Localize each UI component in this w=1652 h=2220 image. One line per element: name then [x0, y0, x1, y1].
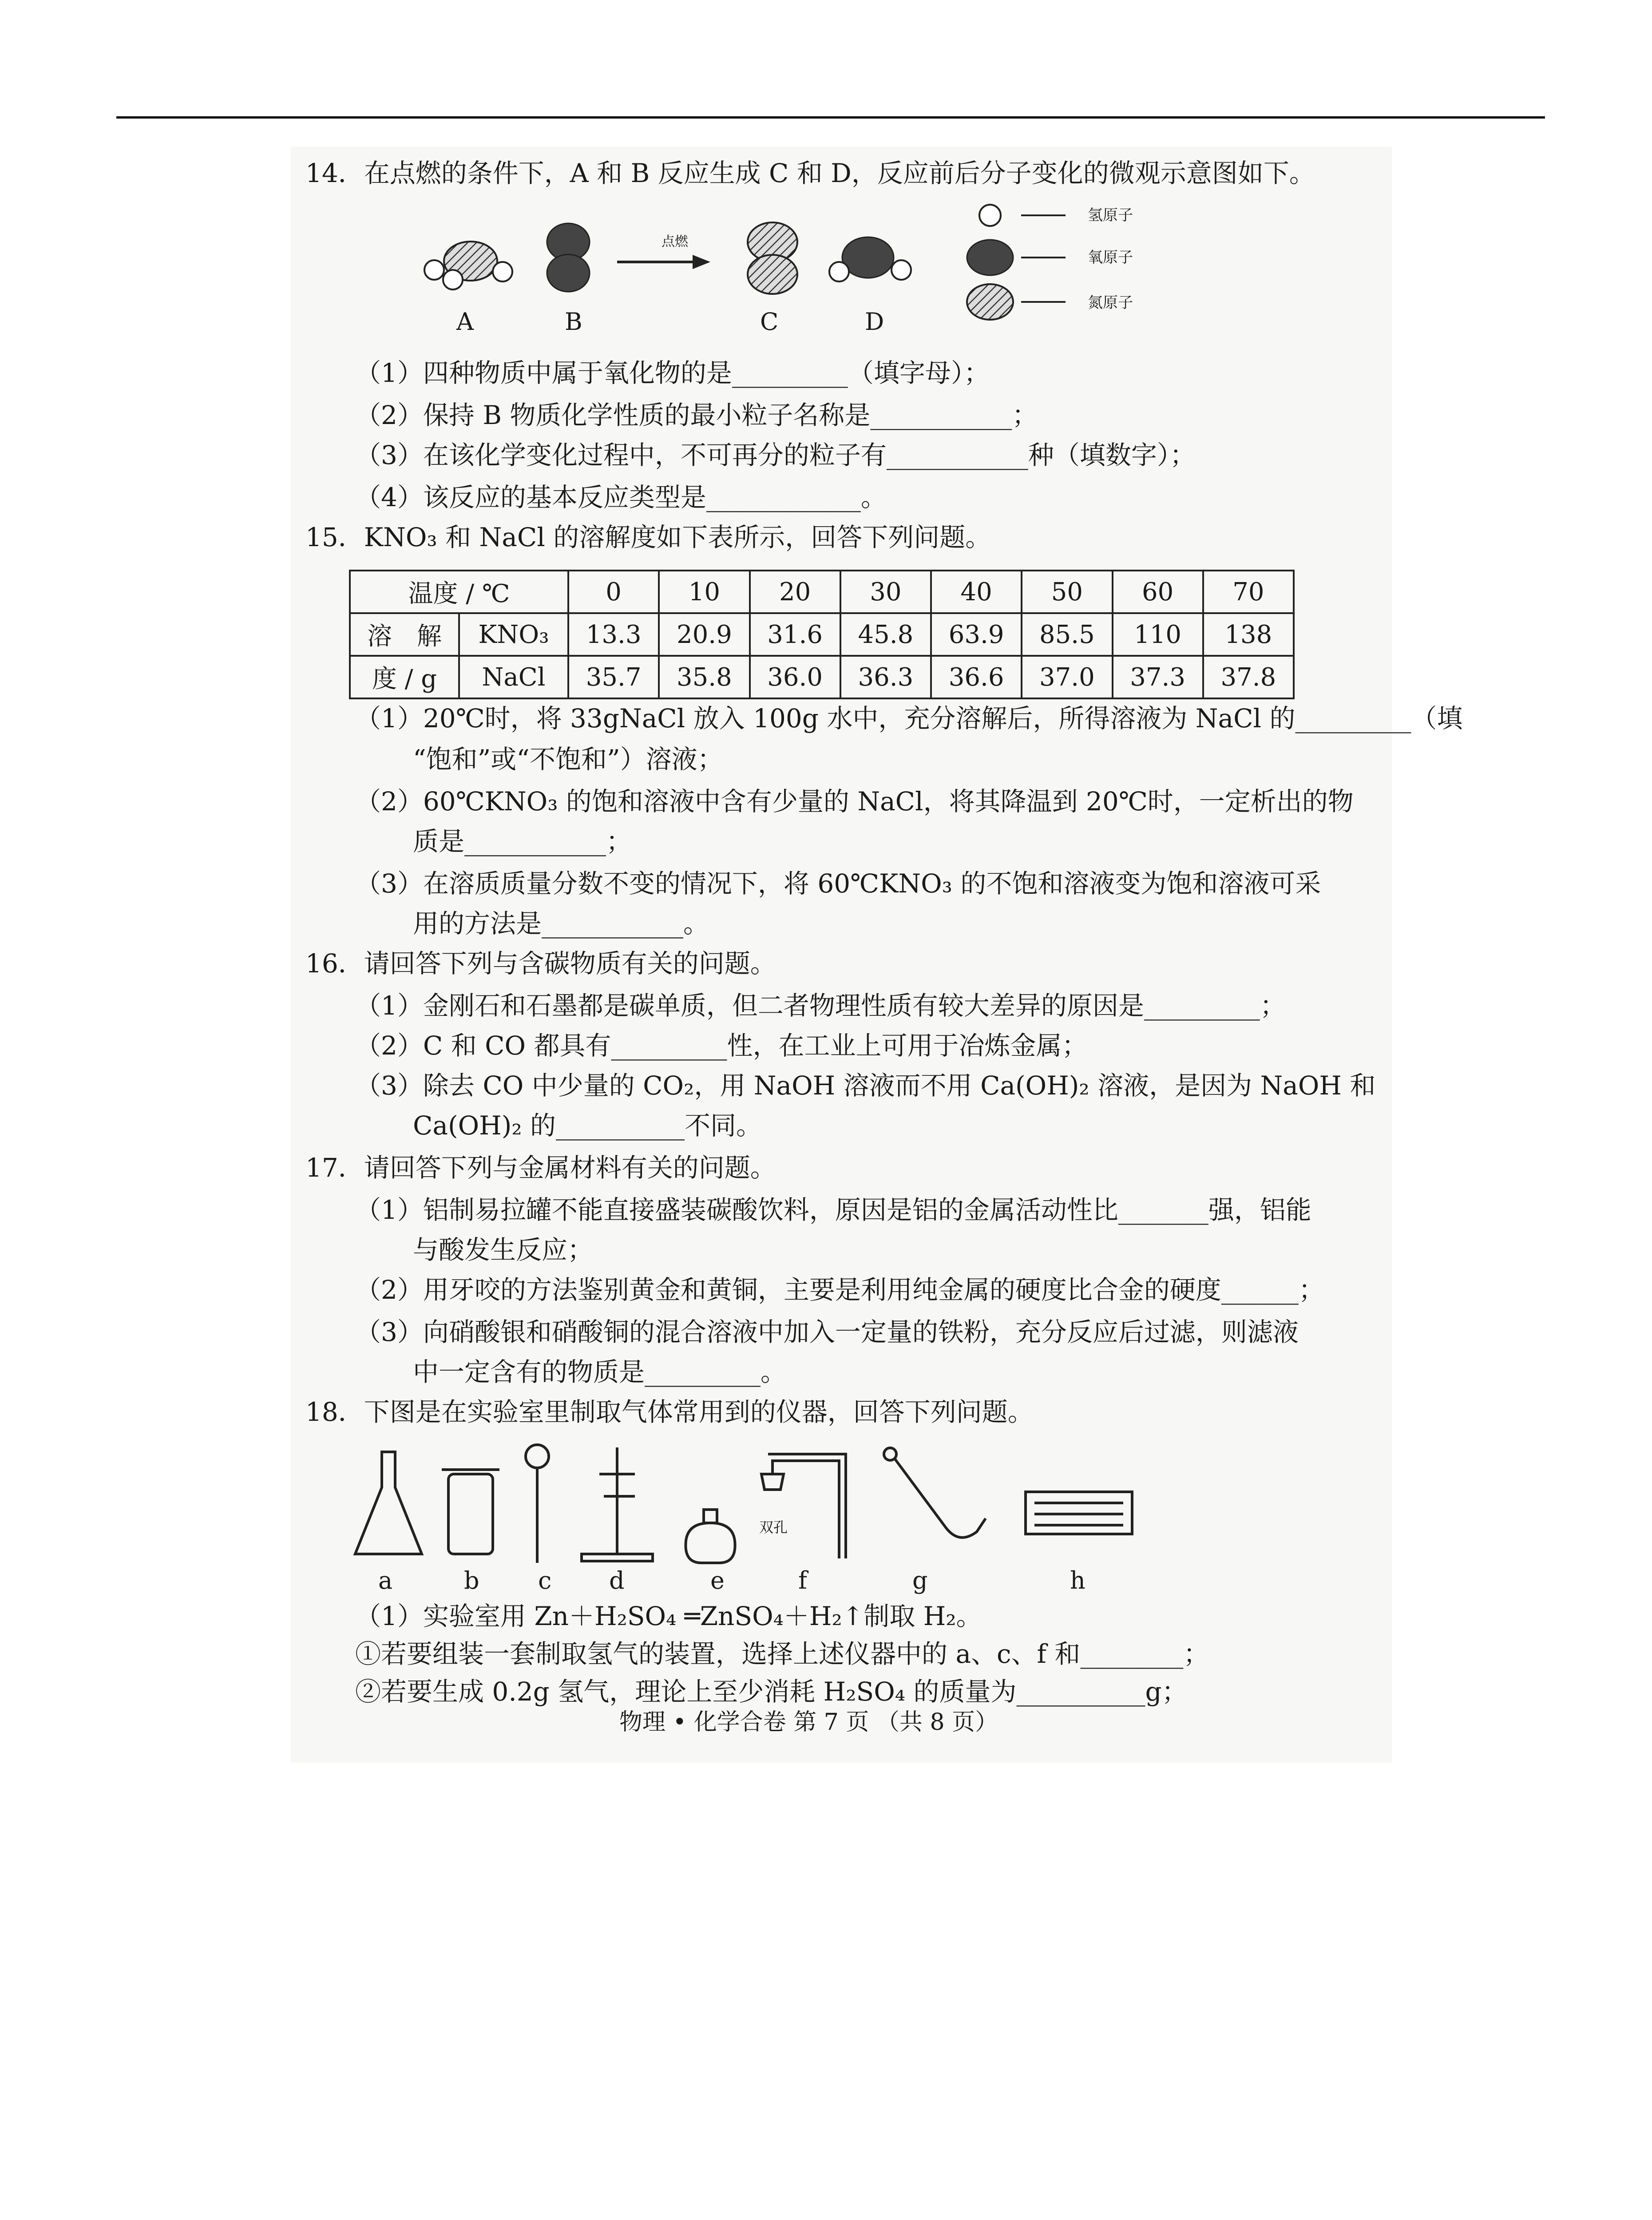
- temp-cell: 60: [1113, 571, 1203, 613]
- reaction-arrow: [617, 255, 710, 269]
- table-cell: 20.9: [659, 613, 749, 656]
- conical-flask: [355, 1452, 422, 1554]
- table-cell: 37.3: [1113, 656, 1203, 698]
- q15-sub-1: （1）20℃时，将 33gNaCl 放入 100g 水中，充分溶解后，所得溶液为 NaCl 的_________（填: [355, 703, 1463, 733]
- molecule-diagram: [422, 200, 1199, 351]
- molecule-a: [424, 242, 512, 289]
- label-c: C: [760, 308, 779, 336]
- alcohol-lamp: [685, 1510, 735, 1563]
- q18-sub-1: （1）实验室用 Zn＋H₂SO₄ ═ZnSO₄＋H₂↑制取 H₂。: [355, 1601, 982, 1631]
- q14-sub-3: （3）在该化学变化过程中，不可再分的粒子有___________种（填数字）；: [355, 440, 1196, 470]
- table-cell: 31.6: [750, 613, 840, 656]
- label-h: h: [1070, 1566, 1085, 1594]
- top-rule: [116, 116, 1545, 119]
- temp-cell: 30: [840, 571, 931, 613]
- page-footer: 物理 • 化学合卷 第 7 页 （共 8 页）: [619, 1709, 998, 1736]
- temp-cell: 0: [568, 571, 659, 613]
- q14-stem: 14．在点燃的条件下，A 和 B 反应生成 C 和 D，反应前后分子变化的微观示意图如下。: [305, 158, 1315, 188]
- temp-cell: 20: [750, 571, 840, 613]
- q18-sub-1b: ②若要生成 0.2g 氢气，理论上至少消耗 H₂SO₄ 的质量为__________g；: [355, 1677, 1188, 1707]
- q14-sub-2: （2）保持 B 物质化学性质的最小粒子名称是___________；: [355, 400, 1038, 430]
- label-c: c: [538, 1566, 552, 1594]
- q17-sub-3: （3）向硝酸银和硝酸铜的混合溶液中加入一定量的铁粉，充分反应后过滤，则滤液: [355, 1317, 1299, 1347]
- row-label-1: 溶 解: [350, 613, 459, 656]
- q14-sub-1: （1）四种物质中属于氧化物的是_________（填字母）；: [355, 358, 990, 388]
- solubility-table: [349, 570, 1295, 699]
- q16-sub-3b: Ca(OH)₂ 的__________不同。: [413, 1110, 762, 1141]
- arrow-condition-label: 点燃: [662, 234, 688, 250]
- gas-jar: [448, 1474, 493, 1554]
- label-b: b: [464, 1566, 479, 1594]
- q15-sub-3: （3）在溶质质量分数不变的情况下，将 60℃KNO₃ 的不饱和溶液变为饱和溶液可采: [355, 868, 1321, 899]
- label-d: D: [865, 308, 884, 336]
- table-cell: 37.8: [1203, 656, 1294, 698]
- legend-oxygen: 氧原子: [1088, 249, 1133, 266]
- label-e: e: [710, 1566, 725, 1594]
- table-cell: 37.0: [1022, 656, 1112, 698]
- table-cell: 36.6: [931, 656, 1022, 698]
- q15-sub-2: （2）60℃KNO₃ 的饱和溶液中含有少量的 NaCl，将其降温到 20℃时，一定析出的物: [355, 786, 1354, 817]
- q17-sub-3b: 中一定含有的物质是_________。: [413, 1357, 787, 1387]
- q17-sub-1: （1）铝制易拉罐不能直接盛装碳酸饮料，原因是铝的金属活动性比_______强，铝能: [355, 1195, 1311, 1225]
- label-b: B: [565, 308, 582, 336]
- q17-sub-1b: 与酸发生反应；: [413, 1235, 594, 1265]
- table-cell: 45.8: [840, 613, 931, 656]
- q15-sub-1b: “饱和”或“不饱和”）溶液；: [413, 744, 723, 774]
- table-cell: 63.9: [931, 613, 1022, 656]
- table-cell: 36.3: [840, 656, 931, 698]
- iron-stand: [582, 1447, 653, 1561]
- table-cell: 13.3: [568, 613, 659, 656]
- table-cell: 36.0: [750, 656, 840, 698]
- substance-kno3: KNO₃: [459, 613, 568, 656]
- q17-sub-2: （2）用牙咬的方法鉴别黄金和黄铜，主要是利用纯金属的硬度比合金的硬度______；: [355, 1275, 1324, 1305]
- table-cell: 138: [1203, 613, 1294, 656]
- apparatus-diagram: [351, 1439, 1141, 1567]
- q17-stem: 17．请回答下列与金属材料有关的问题。: [305, 1153, 776, 1183]
- q16-sub-1: （1）金刚石和石墨都是碳单质，但二者物理性质有较大差异的原因是_________；: [355, 991, 1286, 1021]
- table-row: [350, 571, 1294, 613]
- q18-sub-1a: ①若要组装一套制取氢气的装置，选择上述仪器中的 a、c、f 和________；: [355, 1639, 1209, 1669]
- temp-cell: 70: [1203, 571, 1294, 613]
- delivery-tube: [884, 1448, 986, 1538]
- table-cell: 110: [1113, 613, 1203, 656]
- label-a: a: [378, 1566, 393, 1594]
- q16-stem: 16．请回答下列与含碳物质有关的问题。: [305, 948, 776, 979]
- table-row: [350, 656, 1294, 698]
- label-f: f: [798, 1566, 807, 1594]
- row-label-2: 度 / g: [350, 656, 459, 698]
- substance-nacl: NaCl: [459, 656, 568, 698]
- q14-sub-4: （4）该反应的基本反应类型是____________。: [355, 482, 887, 512]
- q16-sub-2: （2）C 和 CO 都具有_________性，在工业上可用于冶炼金属；: [355, 1031, 1088, 1061]
- table-cell: 35.8: [659, 656, 749, 698]
- q15-sub-2b: 质是___________；: [413, 826, 632, 856]
- temp-cell: 50: [1022, 571, 1112, 613]
- legend-hydrogen: 氢原子: [1088, 206, 1133, 224]
- temp-cell: 40: [931, 571, 1022, 613]
- stopper-with-tube: [761, 1454, 846, 1558]
- table-cell: 35.7: [568, 656, 659, 698]
- label-d: d: [609, 1566, 625, 1594]
- q16-sub-3: （3）除去 CO 中少量的 CO₂，用 NaOH 溶液而不用 Ca(OH)₂ 溶液，是因为 NaOH 和: [355, 1070, 1376, 1101]
- long-neck-funnel: [526, 1445, 549, 1468]
- label-a: A: [456, 308, 474, 336]
- temp-header: 温度 / ℃: [350, 571, 568, 613]
- temp-cell: 10: [659, 571, 749, 613]
- label-g: g: [912, 1566, 928, 1594]
- molecule-c: [748, 222, 797, 294]
- q15-sub-3b: 用的方法是___________。: [413, 908, 709, 939]
- q18-stem: 18．下图是在实验室里制取气体常用到的仪器，回答下列问题。: [305, 1397, 1034, 1427]
- table-row: [350, 613, 1294, 656]
- legend-nitrogen: 氮原子: [1088, 294, 1133, 312]
- stopper-label: 双孔: [759, 1519, 788, 1536]
- q15-stem: 15．KNO₃ 和 NaCl 的溶解度如下表所示，回答下列问题。: [305, 522, 991, 552]
- molecule-b: [547, 223, 590, 292]
- atom-legend: [967, 205, 1066, 320]
- water-trough: [1026, 1492, 1132, 1534]
- molecule-d: [829, 237, 911, 281]
- table-cell: 85.5: [1022, 613, 1112, 656]
